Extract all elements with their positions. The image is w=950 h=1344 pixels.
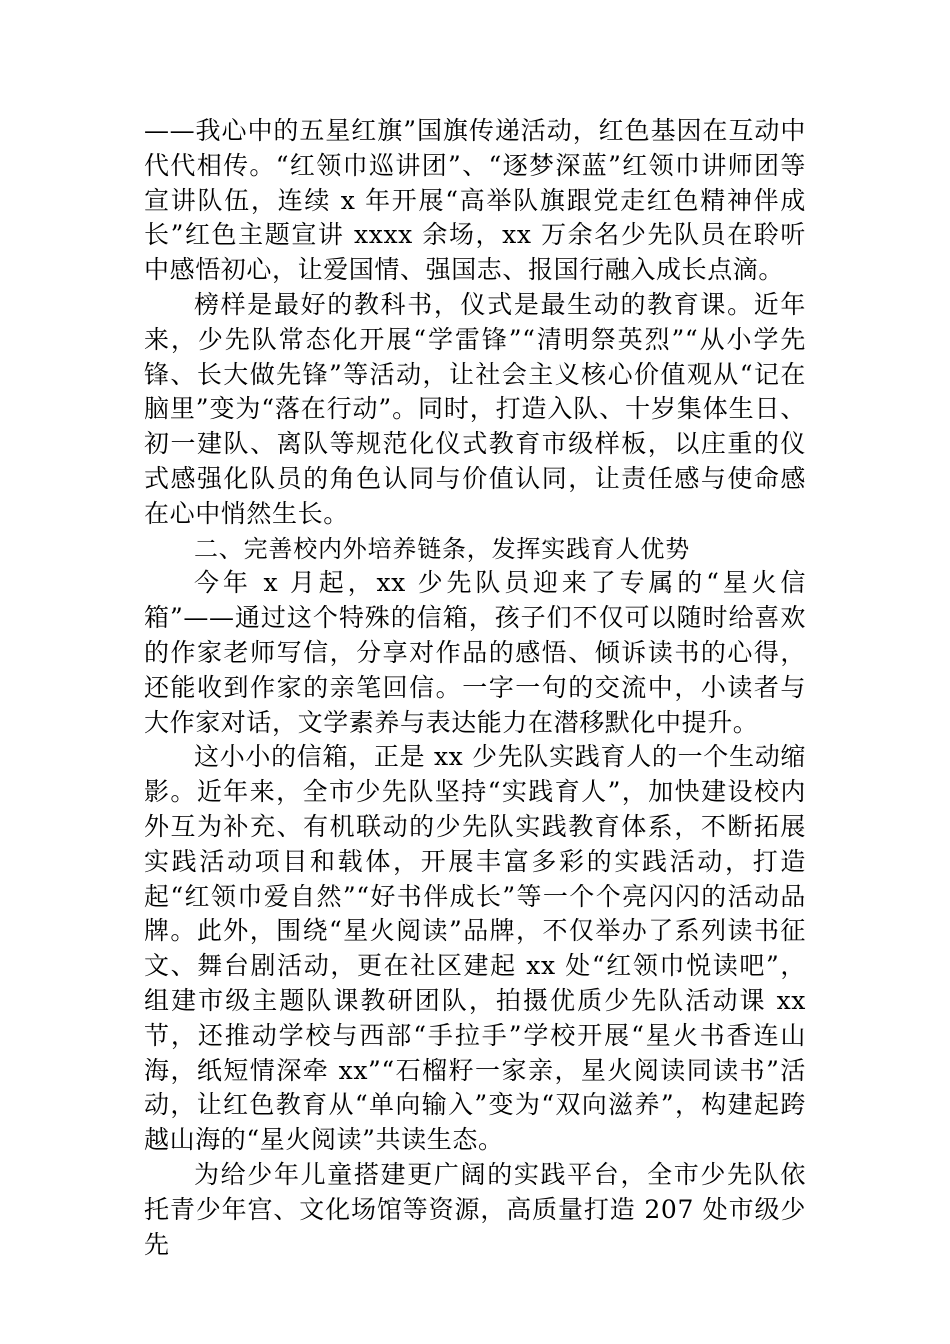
paragraph-spark-mailbox: 今年 x 月起，xx 少先队员迎来了专属的“星火信箱”——通过这个特殊的信箱，孩子们不仅可以随时给喜欢的作家老师写信，分享对作品的感悟、倾诉读书的心得，还能收到作家的亲笔回信。一字一句的交流中，小读者与大作家对话，文学素养与表达能力在潜移默化中提升。 [144, 568, 806, 737]
paragraph-practice-education: 这小小的信箱，正是 xx 少先队实践育人的一个生动缩影。近年来，全市少先队坚持“实践育人”，加快建设校内外互为补充、有机联动的少先队实践教育体系，不断拓展实践活动项目和载体，开展丰富多彩的实践活动，打造起“红领巾爱自然”“好书伴成长”等一个个亮闪闪的活动品牌。此外，围绕“星火阅读”品牌，不仅举办了系列读书征文、舞台剧活动，更在社区建起 xx 处“红领巾悦读吧”，组建市级主题队课教研团队，拍摄优质少先队活动课 xx 节，还推动学校与西部“手拉手”学校开展“星火书香连山海，纸短情深牵 xx”“石榴籽一家亲，星火阅读同读书”活动，让红色教育从“单向输入”变为“双向滋养”，构建起跨越山海的“星火阅读”共读生态。 [144, 742, 806, 1155]
paragraph-role-models: 榜样是最好的教科书，仪式是最生动的教育课。近年来，少先队常态化开展“学雷锋”“清明祭英烈”“从小学先锋、长大做先锋”等活动，让社会主义核心价值观从“记在脑里”变为“落在行动”。同时，打造入队、十岁集体生日、初一建队、离队等规范化仪式教育市级样板，以庄重的仪式感强化队员的角色认同与价值认同，让责任感与使命感在心中悄然生长。 [144, 289, 806, 528]
document-body [144, 114, 806, 1262]
section-heading-practice: 二、完善校内外培养链条，发挥实践育人优势 [194, 534, 690, 563]
paragraph-practice-platform: 为给少年儿童搭建更广阔的实践平台，全市少先队依托青少年宫、文化场馆等资源，高质量打造 207 处市级少先 [144, 1159, 806, 1259]
paragraph-flag-relay: ——我心中的五星红旗”国旗传递活动，红色基因在互动中代代相传。“红领巾巡讲团”、“逐梦深蓝”红领巾讲师团等宣讲队伍，连续 x 年开展“高举队旗跟党走红色精神伴成长”红色主题宣讲 xxxx 余场，xx 万余名少先队员在聆听中感悟初心，让爱国情、强国志、报国行融入成长点滴。 [144, 116, 806, 285]
